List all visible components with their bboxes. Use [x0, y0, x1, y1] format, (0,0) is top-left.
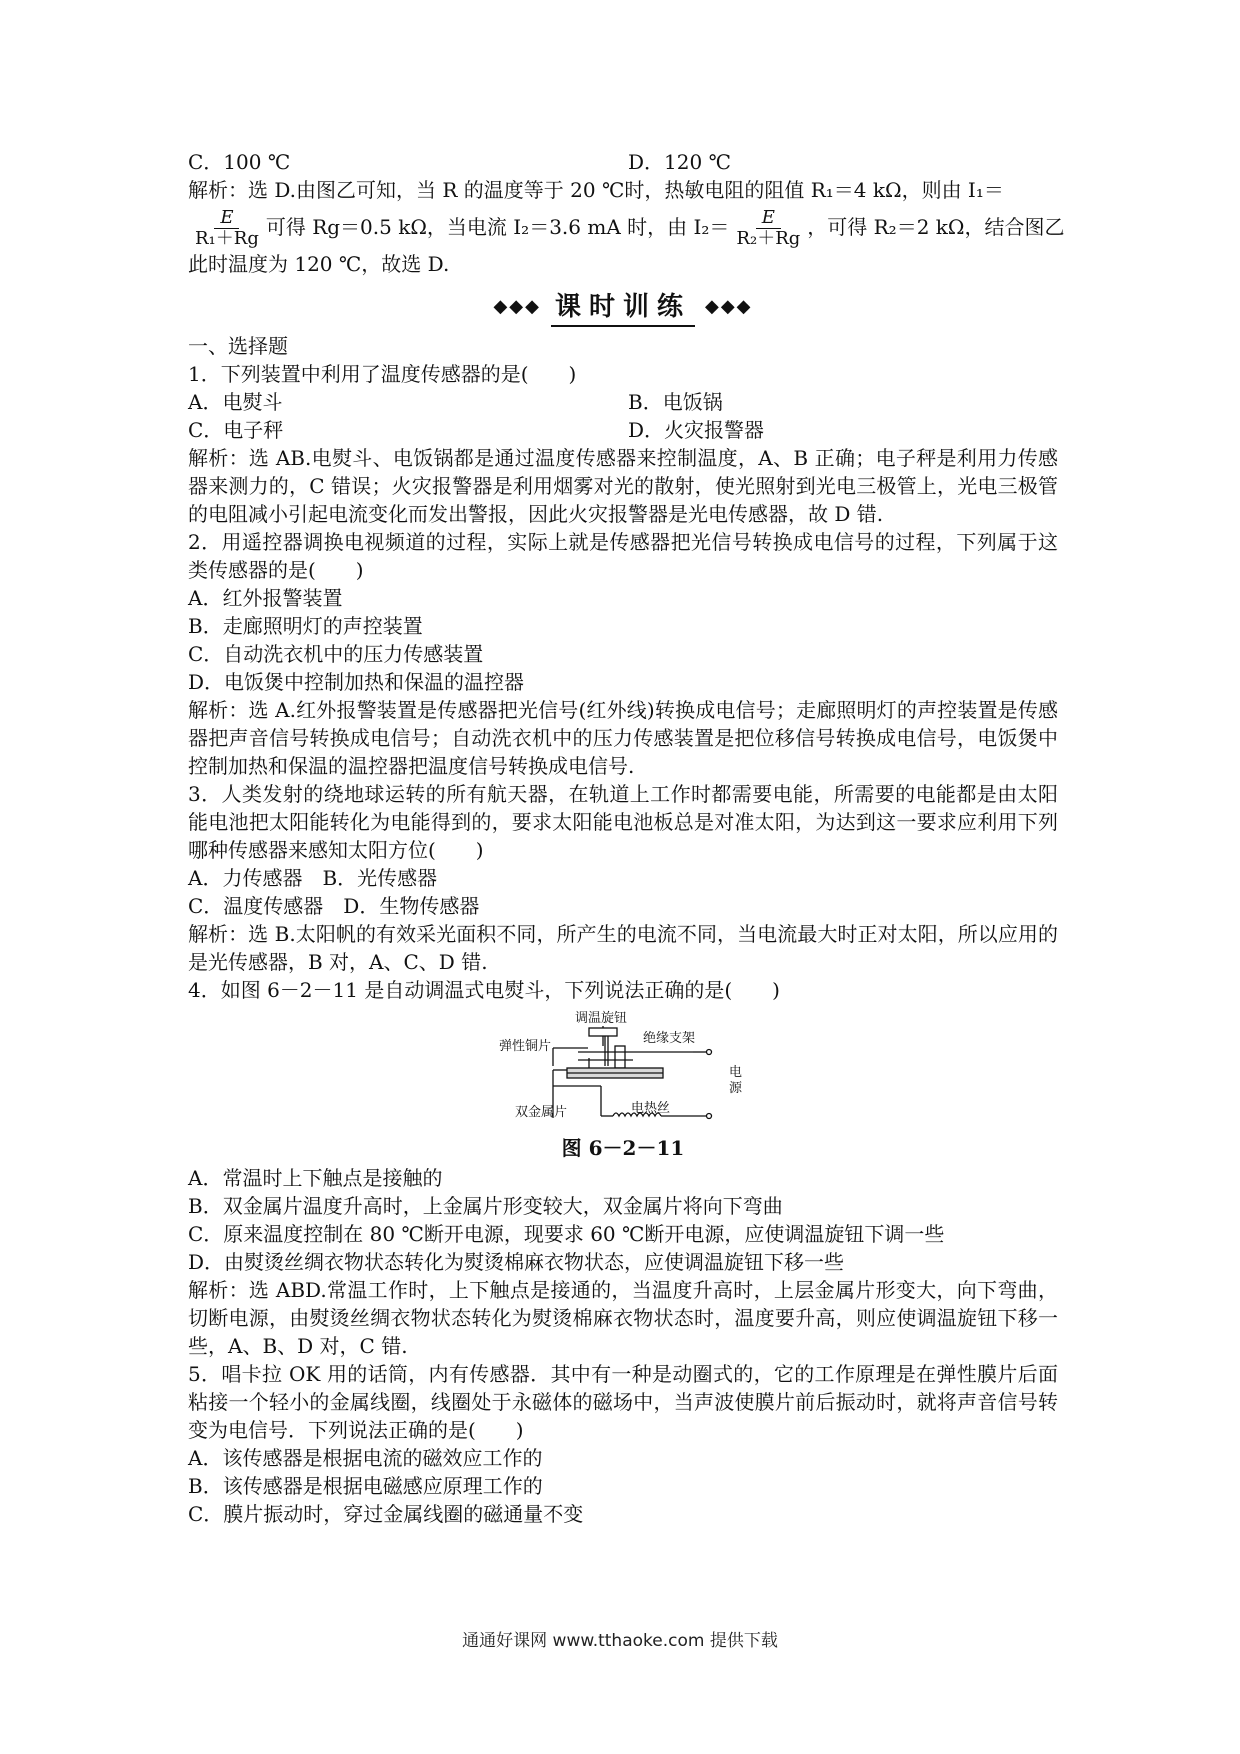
banner-right-diamonds: ◆◆◆ — [705, 295, 753, 317]
q4-analysis: 解析：选 ABD.常温工作时，上下触点是接通的，当温度升高时，上层金属片形变大，向下弯曲，切断电源，由熨烫丝绸衣物状态转化为熨烫棉麻衣物状态时，温度要升高，则应使调温旋钮下移一些，A、B、D 对，C 错. — [188, 1278, 1058, 1358]
prev-analysis-text-2b: ，可得 R₂＝2 kΩ，结合图乙 — [807, 215, 1065, 239]
q5-stem: 5．唱卡拉 OK 用的话筒，内有传感器．其中有一种是动圈式的，它的工作原理是在弹性膜片后面粘接一个轻小的金属线圈，线圈处于永磁体的磁场中，当声波使膜片前后振动时，就将声音信号转变为电信号．下列说法正确的是( ) — [188, 1362, 1058, 1442]
label-bimetal: 双金属片 — [515, 1105, 568, 1120]
q2-option-d: D．电饭煲中控制加热和保温的温控器 — [188, 670, 525, 694]
electric-iron-diagram — [493, 1008, 753, 1132]
q1-options-row-2 — [188, 416, 1058, 444]
q4-figure — [188, 1008, 1058, 1162]
q4-option-d: D．由熨烫丝绸衣物状态转化为熨烫棉麻衣物状态，应使调温旋钮下移一些 — [188, 1250, 845, 1274]
label-knob: 调温旋钮 — [575, 1011, 628, 1026]
label-support: 绝缘支架 — [643, 1031, 696, 1046]
page-footer: 通通好课网 www.tthaoke.com 提供下载 — [462, 1631, 778, 1651]
q1-options-row-1 — [188, 388, 1058, 416]
q1-stem: 1．下列装置中利用了温度传感器的是( ) — [188, 362, 577, 386]
q3-analysis: 解析：选 B.太阳帆的有效采光面积不同，所产生的电流不同，当电流最大时正对太阳，所以应用的是光传感器，B 对，A、C、D 错. — [188, 922, 1058, 974]
prev-option-d: D．120 ℃ — [628, 150, 731, 174]
q4-option-a: A．常温时上下触点是接触的 — [188, 1166, 443, 1190]
q4-option-b: B．双金属片温度升高时，上金属片形变较大，双金属片将向下弯曲 — [188, 1194, 783, 1218]
fraction-1-numerator: E — [214, 208, 239, 229]
section-banner — [188, 286, 1058, 326]
svg-text:电: 电 — [729, 1065, 743, 1080]
q1-option-b: B．电饭锅 — [628, 390, 723, 414]
q2-analysis: 解析：选 A.红外报警装置是传感器把光信号(红外线)转换成电信号；走廊照明灯的声控装置是传感器把声音信号转换成电信号；自动洗衣机中的压力传感装置是把位移信号转换成电信号，电饭煲中控制加热和保温的温控器把温度信号转换成电信号. — [188, 698, 1058, 778]
label-spring: 弹性铜片 — [499, 1039, 552, 1054]
q2-option-a: A．红外报警装置 — [188, 586, 343, 610]
section-heading: 一、选择题 — [188, 334, 288, 358]
q2-option-c: C．自动洗衣机中的压力传感装置 — [188, 642, 484, 666]
q3-stem: 3．人类发射的绕地球运转的所有航天器，在轨道上工作时都需要电能，所需要的电能都是由太阳能电池把太阳能转化为电能得到的，要求太阳能电池板总是对准太阳，为达到这一要求应利用下列哪种传感器来感知太阳方位( ) — [188, 782, 1058, 862]
q2-option-b: B．走廊照明灯的声控装置 — [188, 614, 423, 638]
prev-analysis-text-2a: 可得 Rg＝0.5 kΩ，当电流 I₂＝3.6 mA 时，由 I₂＝ — [265, 215, 730, 239]
fraction-2-denominator: R₂＋Rg — [736, 228, 801, 249]
fraction-2-numerator: E — [756, 208, 781, 229]
q5-option-c: C．膜片振动时，穿过金属线圈的磁通量不变 — [188, 1502, 584, 1526]
q4-stem: 4．如图 6－2－11 是自动调温式电熨斗，下列说法正确的是( ) — [188, 978, 780, 1002]
fraction-2 — [732, 208, 804, 249]
q1-option-c: C．电子秤 — [188, 418, 284, 442]
fraction-1 — [191, 208, 263, 249]
banner-title: 课时训练 — [551, 286, 695, 327]
prev-analysis-line-2 — [188, 204, 1065, 250]
svg-text:源: 源 — [729, 1081, 743, 1096]
document-page — [188, 148, 1065, 1528]
q5-option-a: A．该传感器是根据电流的磁效应工作的 — [188, 1446, 543, 1470]
prev-options-row — [188, 148, 1058, 176]
q1-option-a: A．电熨斗 — [188, 390, 283, 414]
q1-analysis: 解析：选 AB.电熨斗、电饭锅都是通过温度传感器来控制温度，A、B 正确；电子秤是利用力传感器来测力的，C 错误；火灾报警器是利用烟雾对光的散射，使光照射到光电三极管上，光电三极管的电阻减小引起电流变化而发出警报，因此火灾报警器是光电传感器，故 D 错. — [188, 446, 1058, 526]
q3-options-cd: C．温度传感器 D．生物传感器 — [188, 894, 480, 918]
q1-option-d: D．火灾报警器 — [628, 418, 765, 442]
q5-option-b: B．该传感器是根据电磁感应原理工作的 — [188, 1474, 543, 1498]
prev-option-c: C．100 ℃ — [188, 150, 291, 174]
prev-analysis-line-3: 此时温度为 120 ℃，故选 D. — [188, 252, 450, 276]
label-heater: 电热丝 — [631, 1101, 671, 1116]
fraction-1-denominator: R₁＋Rg — [195, 228, 259, 249]
prev-analysis-line-1: 解析：选 D.由图乙可知，当 R 的温度等于 20 ℃时，热敏电阻的阻值 R₁＝4 kΩ，则由 I₁＝ — [188, 178, 1004, 202]
label-power-vertical — [729, 1064, 743, 1096]
banner-left-diamonds: ◆◆◆ — [493, 295, 541, 317]
q2-stem: 2．用遥控器调换电视频道的过程，实际上就是传感器把光信号转换成电信号的过程，下列属于这类传感器的是( ) — [188, 530, 1058, 582]
q4-option-c: C．原来温度控制在 80 ℃断开电源，现要求 60 ℃断开电源，应使调温旋钮下调一些 — [188, 1222, 945, 1246]
q3-options-ab: A．力传感器 B．光传感器 — [188, 866, 438, 890]
q4-figure-caption: 图 6－2－11 — [561, 1136, 685, 1160]
